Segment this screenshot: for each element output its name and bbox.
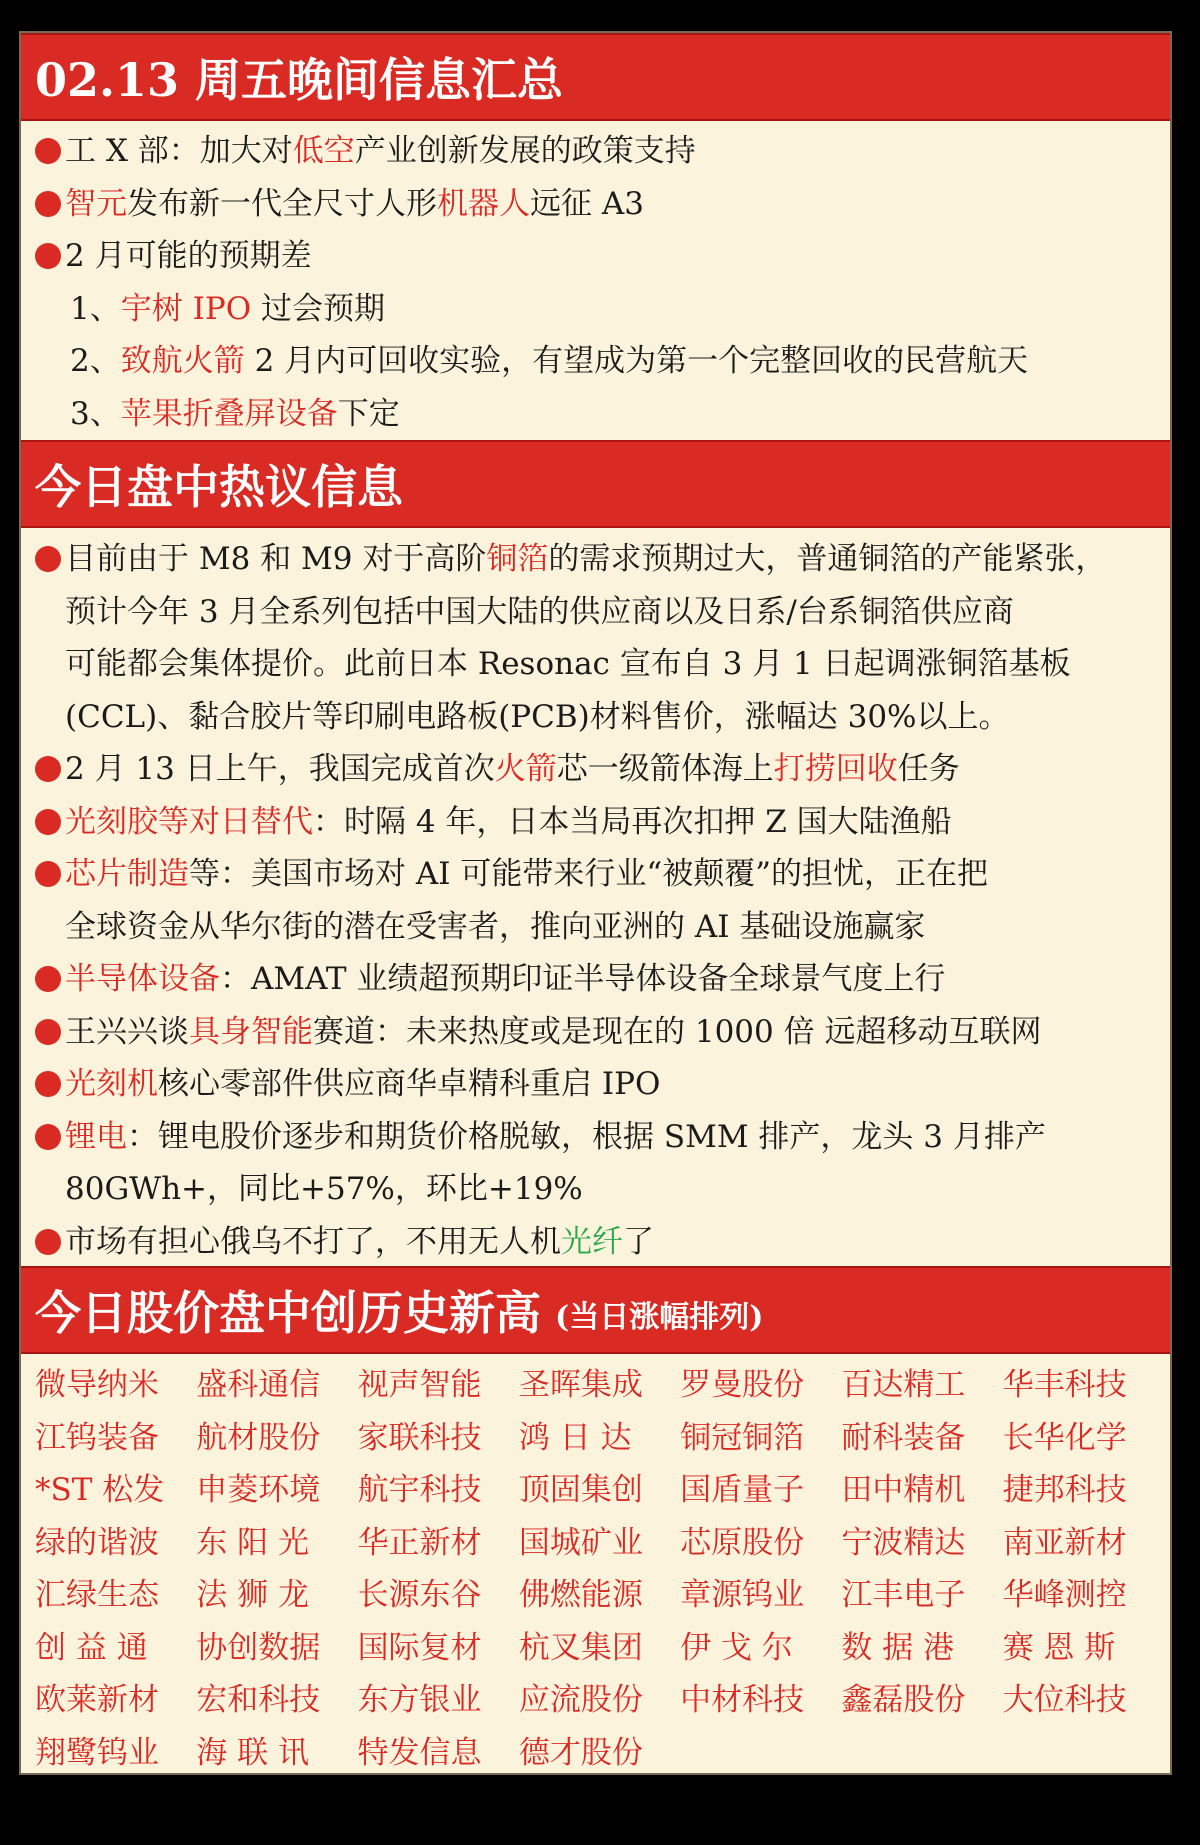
item-text: 的需求预期过大，普通铜箔的产能紧张， — [548, 541, 1107, 577]
item-text: 可能都会集体提价。此前日本 Resonac 宣布自 3 月 1 日起调涨铜箔基板 — [65, 646, 1071, 682]
item-text: ：时隔 4 年，日本当局再次扣押 Z 国大陆渔船 — [313, 803, 952, 840]
stock-name: 特发信息 — [357, 1734, 482, 1771]
list-item — [35, 533, 1156, 586]
item-text: 工 X 部：加大对 — [65, 133, 293, 169]
item-text: 赛道：未来热度或是现在的 1000 倍 远超移动互联网 — [313, 1013, 1042, 1050]
section-header-record-highs — [21, 1266, 1170, 1354]
item-text: 等：美国市场对 AI 可能带来行业“被颠覆”的担忧，正在把 — [189, 856, 989, 892]
stock-name: 视声智能 — [357, 1367, 482, 1403]
stock-name: 航材股份 — [196, 1419, 321, 1456]
stock-name: 数 据 港 — [841, 1629, 955, 1666]
list-item-continuation — [35, 586, 1156, 639]
section-title: 今日盘中热议信息 — [35, 460, 403, 514]
stock-name: 申菱环境 — [196, 1472, 321, 1508]
list-item — [35, 743, 1156, 796]
highlight-text: 致航火箭 — [120, 343, 245, 379]
stock-name: 华正新材 — [357, 1524, 482, 1561]
list-item — [35, 1216, 1156, 1269]
item-text: 核心零部件供应商华卓精科重启 IPO — [158, 1066, 661, 1102]
stock-name: 赛 恩 斯 — [1002, 1629, 1116, 1666]
stock-name: *ST 松发 — [35, 1472, 165, 1508]
stock-name: 南亚新材 — [1002, 1524, 1127, 1561]
stock-name: 顶固集创 — [518, 1472, 643, 1508]
list-item-continuation — [35, 901, 1156, 954]
list-item — [35, 1111, 1156, 1164]
stock-name: 宏和科技 — [196, 1682, 321, 1718]
item-text: ：锂电股价逐步和期货价格脱敏，根据 SMM 排产，龙头 3 月排产 — [127, 1118, 1046, 1155]
section-header-evening-summary — [21, 33, 1170, 121]
item-number: 3、 — [70, 395, 121, 432]
item-text: 芯一级箭体海上 — [556, 751, 774, 787]
list-item — [35, 125, 1156, 178]
item-text: ：AMAT 业绩超预期印证半导体设备全球景气度上行 — [220, 961, 946, 997]
highlight-text: 芯片制造 — [65, 856, 189, 892]
stock-name: 耐科装备 — [841, 1419, 966, 1456]
stock-name: 东 阳 光 — [196, 1524, 309, 1561]
stock-name: 航宇科技 — [357, 1472, 482, 1508]
stock-name: 长源东谷 — [357, 1577, 482, 1613]
list-item — [35, 178, 1156, 231]
stock-name: 家联科技 — [357, 1419, 482, 1456]
sub-list-item — [35, 388, 1156, 441]
item-text: 2 月 13 日上午，我国完成首次 — [65, 751, 495, 787]
stock-name: 长华化学 — [1002, 1419, 1127, 1456]
list-item — [35, 230, 1156, 283]
bullet-dot-icon — [35, 138, 61, 164]
stock-name: 创 益 通 — [35, 1629, 148, 1666]
sub-list-item — [35, 335, 1156, 388]
highlight-text: 火箭 — [494, 751, 557, 787]
item-number: 1、 — [70, 290, 121, 327]
stock-name: 国城矿业 — [518, 1524, 643, 1561]
stock-name: 法 狮 龙 — [196, 1577, 309, 1613]
stock-name: 汇绿生态 — [35, 1577, 159, 1613]
highlight-text: 铜箔 — [486, 541, 549, 577]
bullet-dot-icon — [35, 1071, 61, 1097]
list-item — [35, 848, 1156, 901]
stock-name: 伊 戈 尔 — [680, 1629, 793, 1666]
list-item-continuation — [35, 691, 1156, 744]
stock-name: 鸿 日 达 — [518, 1419, 632, 1456]
item-text: 产业创新发展的政策支持 — [354, 133, 696, 169]
section-subtitle: (当日涨幅排列) — [555, 1300, 764, 1335]
stock-grid — [35, 1359, 1164, 1775]
stock-name: 东方银业 — [357, 1682, 482, 1718]
highlight-text: 半导体设备 — [65, 961, 220, 997]
stock-name: 百达精工 — [841, 1367, 966, 1403]
item-text: 过会预期 — [251, 290, 385, 327]
stock-name: 欧莱新材 — [35, 1682, 159, 1718]
item-text: 2 月内可回收实验，有望成为第一个完整回收的民营航天 — [244, 343, 1029, 379]
highlight-text: 光刻机 — [65, 1066, 158, 1102]
list-item — [35, 1058, 1156, 1111]
summary-card — [19, 31, 1172, 1775]
highlight-text: 打捞回收 — [773, 751, 898, 787]
bullet-dot-icon — [35, 966, 61, 992]
stock-name: 罗曼股份 — [680, 1367, 805, 1403]
stock-name: 大位科技 — [1002, 1682, 1127, 1718]
stock-name: 捷邦科技 — [1002, 1472, 1127, 1508]
stock-name: 江钨装备 — [35, 1419, 159, 1456]
stock-name: 微导纳米 — [35, 1367, 159, 1403]
stock-name: 国盾量子 — [680, 1472, 805, 1508]
highlight-text: 锂电 — [65, 1118, 127, 1155]
section-title: 今日股价盘中创历史新高 — [35, 1286, 541, 1340]
bottom-bar — [0, 1810, 1200, 1845]
list-item — [35, 1006, 1156, 1059]
item-text: 远征 A3 — [530, 185, 644, 222]
bullet-dot-icon — [35, 1019, 61, 1045]
stock-name: 翔鹭钨业 — [35, 1734, 159, 1771]
highlight-text-green: 光纤 — [561, 1223, 623, 1260]
item-text: 发布新一代全尺寸人形 — [127, 185, 437, 222]
bullet-dot-icon — [35, 243, 61, 269]
item-text: 王兴兴谈 — [65, 1013, 189, 1050]
list-item-continuation — [35, 1163, 1156, 1216]
item-text: 目前由于 M8 和 M9 对于高阶 — [65, 541, 487, 577]
item-text: 预计今年 3 月全系列包括中国大陆的供应商以及日系/台系铜箔供应商 — [65, 593, 1014, 630]
section-title: 02.13 周五晚间信息汇总 — [35, 53, 564, 107]
sub-list-item — [35, 283, 1156, 336]
section-header-hot-topics — [21, 440, 1170, 528]
bullet-dot-icon — [35, 1229, 61, 1255]
item-text: 了 — [623, 1223, 654, 1260]
stock-name: 圣晖集成 — [518, 1367, 643, 1403]
item-text: 80GWh+，同比+57%，环比+19% — [65, 1171, 583, 1207]
stock-name: 华峰测控 — [1002, 1577, 1127, 1613]
highlight-text: 具身智能 — [189, 1013, 313, 1050]
highlight-text: 机器人 — [437, 185, 530, 222]
stock-name: 铜冠铜箔 — [680, 1419, 805, 1456]
bullet-dot-icon — [35, 809, 61, 835]
stock-name: 绿的谐波 — [35, 1524, 159, 1561]
stock-name: 协创数据 — [196, 1629, 321, 1666]
bullet-dot-icon — [35, 1124, 61, 1150]
bullet-dot-icon — [35, 546, 61, 572]
item-text: 下定 — [337, 395, 400, 432]
stock-name: 鑫磊股份 — [841, 1682, 966, 1718]
item-text: 全球资金从华尔街的潜在受害者，推向亚洲的 AI 基础设施赢家 — [65, 908, 926, 945]
item-text: (CCL)、黏合胶片等印刷电路板(PCB)材料售价，涨幅达 30%以上。 — [65, 698, 1010, 735]
item-number: 2、 — [70, 343, 121, 379]
stock-name: 应流股份 — [518, 1682, 643, 1718]
stock-name: 芯原股份 — [680, 1524, 805, 1561]
stock-name: 海 联 讯 — [196, 1734, 309, 1771]
stock-name: 盛科通信 — [196, 1367, 321, 1403]
stock-name: 华丰科技 — [1002, 1367, 1127, 1403]
stock-name: 宁波精达 — [841, 1524, 966, 1561]
stock-name: 江丰电子 — [841, 1577, 966, 1613]
bullet-dot-icon — [35, 191, 61, 217]
item-text: 2 月可能的预期差 — [65, 238, 312, 274]
highlight-text: 苹果折叠屏设备 — [120, 395, 338, 432]
highlight-text: 智元 — [65, 185, 127, 222]
list-item-continuation — [35, 638, 1156, 691]
stock-name: 章源钨业 — [680, 1577, 805, 1613]
stock-name: 杭叉集团 — [518, 1629, 643, 1666]
list-item — [35, 953, 1156, 1006]
stock-name: 国际复材 — [357, 1629, 482, 1666]
bullet-dot-icon — [35, 861, 61, 887]
item-text: 任务 — [897, 751, 960, 787]
hot-topics-section — [21, 533, 1170, 1268]
list-item — [35, 796, 1156, 849]
item-text: 市场有担心俄乌不打了，不用无人机 — [65, 1223, 561, 1260]
highlight-text: 低空 — [292, 133, 355, 169]
stock-name: 中材科技 — [680, 1682, 805, 1718]
bullet-dot-icon — [35, 756, 61, 782]
highlight-text: 光刻胶等对日替代 — [65, 803, 313, 840]
stock-name: 佛燃能源 — [518, 1577, 643, 1613]
stock-name: 田中精机 — [841, 1472, 966, 1508]
evening-summary-section — [21, 125, 1170, 440]
stock-name: 德才股份 — [518, 1734, 643, 1771]
highlight-text: 宇树 IPO — [120, 290, 252, 327]
